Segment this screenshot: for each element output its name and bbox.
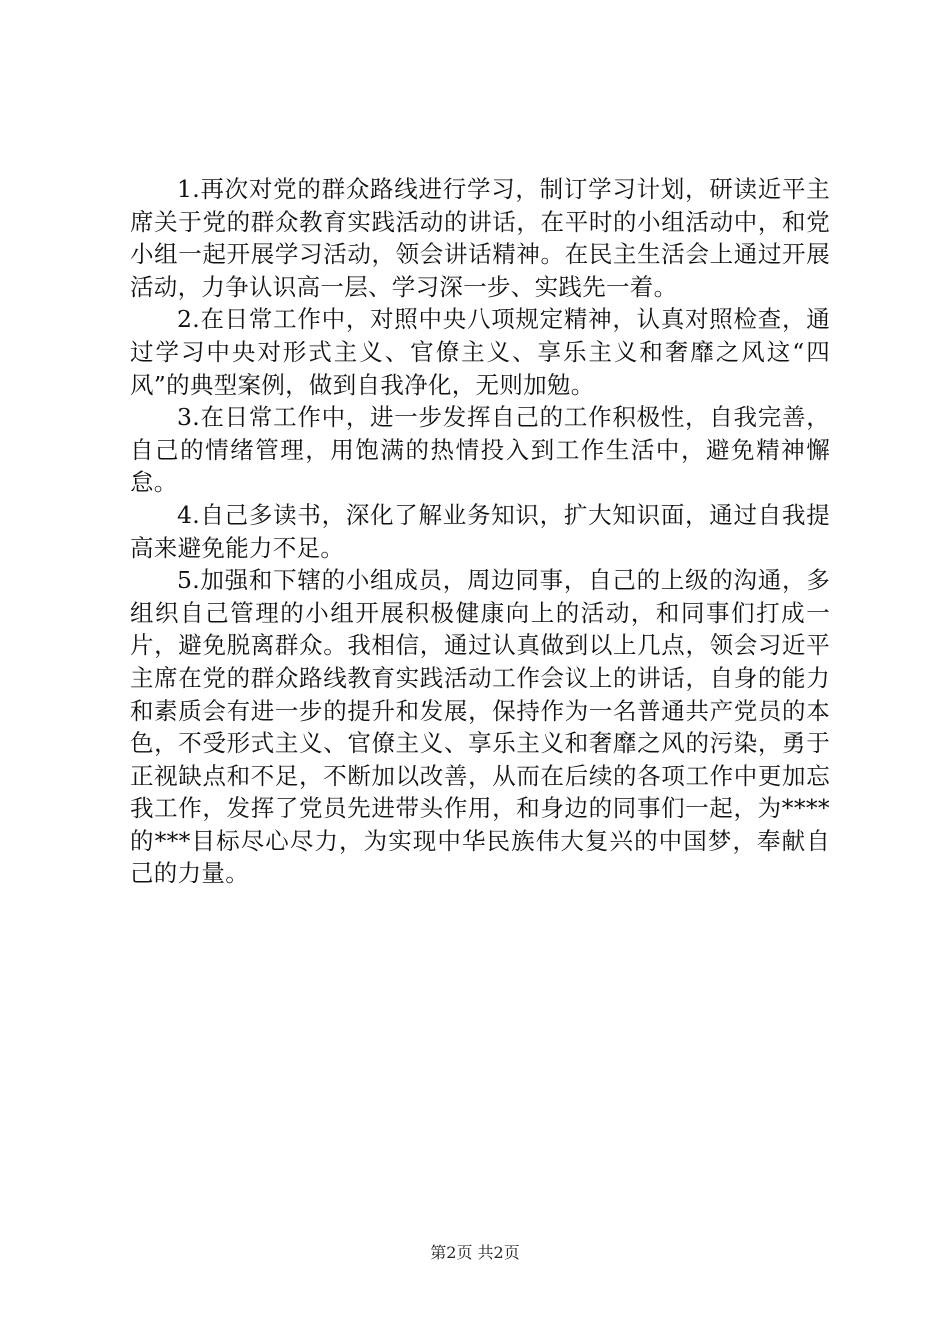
- paragraph-5: 5.加强和下辖的小组成员，周边同事，自己的上级的沟通，多组织自己管理的小组开展积极健康向上的活动，和同事们打成一片，避免脱离群众。我相信，通过认真做到以上几点，领会习近平主席在党的群众路线教育实践活动工作会议上的讲话，自身的能力和素质会有进一步的提升和发展，保持作为一名普通共产党员的本色，不受形式主义、官僚主义、享乐主义和奢靡之风的污染，勇于正视缺点和不足，不断加以改善，从而在后续的各项工作中更加忘我工作，发挥了党员先进带头作用，和身边的同事们一起，为****的***目标尽心尽力，为实现中华民族伟大复兴的中国梦，奉献自己的力量。: [130, 566, 830, 888]
- page-number-footer: 第2页 共2页: [430, 1243, 520, 1262]
- paragraph-4: 4.自己多读书，深化了解业务知识，扩大知识面，通过自我提高来避免能力不足。: [130, 500, 830, 562]
- paragraph-2: 2.在日常工作中，对照中央八项规定精神，认真对照检查，通过学习中央对形式主义、官僚主义、享乐主义和奢靡之风这“四风”的典型案例，做到自我净化，无则加勉。: [130, 305, 830, 399]
- paragraph-1: 1.再次对党的群众路线进行学习，制订学习计划，研读近平主席关于党的群众教育实践活动的讲话，在平时的小组活动中，和党小组一起开展学习活动，领会讲话精神。在民主生活会上通过开展活动，力争认识高一层、学习深一步、实践先一着。: [130, 175, 830, 301]
- document-body: [130, 173, 830, 890]
- paragraph-3: 3.在日常工作中，进一步发挥自己的工作积极性，自我完善，自己的情绪管理，用饱满的热情投入到工作生活中，避免精神懈怠。: [130, 403, 830, 497]
